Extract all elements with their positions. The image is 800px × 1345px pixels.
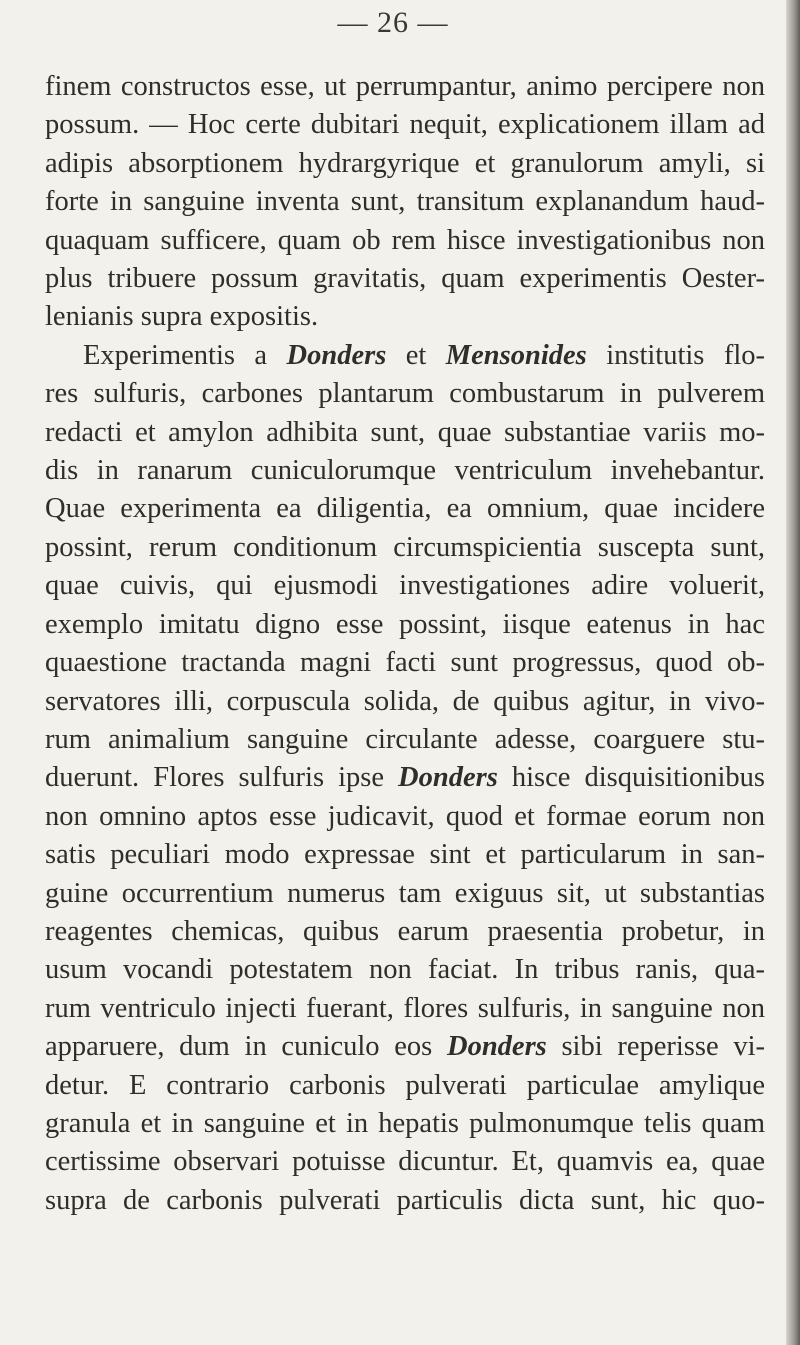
body-text (45, 68, 765, 1220)
text-line: forte in sanguine inventa sunt, transitum explanandum haud- (45, 186, 765, 218)
text-line: granula et in sanguine et in hepatis pulmonumque telis quam (45, 1107, 765, 1139)
text-line: apparuere, dum in cuniculo eos Donders sibi reperisse vi- (45, 1031, 765, 1063)
text-line: usum vocandi potestatem non faciat. In tribus ranis, qua- (45, 954, 765, 986)
text-line: guine occurrentium numerus tam exiguus sit, ut substantias (45, 877, 765, 909)
text-line: exemplo imitatu digno esse possint, iisque eatenus in hac (45, 608, 765, 640)
text-line: redacti et amylon adhibita sunt, quae substantiae variis mo- (45, 416, 765, 448)
text-line: non omnino aptos esse judicavit, quod et formae eorum non (45, 800, 765, 832)
text-line: Quae experimenta ea diligentia, ea omnium, quae incidere (45, 493, 765, 525)
page-edge-shadow (786, 0, 800, 1345)
text-line: rum animalium sanguine circulante adesse, coarguere stu- (45, 723, 765, 755)
text-line: satis peculiari modo expressae sint et particularum in san- (45, 839, 765, 871)
text-line: adipis absorptionem hydrargyrique et granulorum amyli, si (45, 147, 765, 179)
text-line: duerunt. Flores sulfuris ipse Donders hisce disquisitionibus (45, 762, 766, 794)
text-line: quae cuivis, qui ejusmodi investigationes adire voluerit, (45, 570, 765, 602)
text-line: rum ventriculo injecti fuerant, flores sulfuris, in sanguine non (45, 992, 765, 1024)
text-line: dis in ranarum cuniculorumque ventriculum invehebantur. (45, 455, 765, 487)
text-line: finem constructos esse, ut perrumpantur, animo percipere non (45, 71, 765, 102)
text-line: possint, rerum conditionum circumspicientia suscepta sunt, (45, 531, 765, 563)
text-line: quaestione tractanda magni facti sunt progressus, quod ob- (45, 647, 765, 679)
text-line: certissime observari potuisse dicuntur. Et, quamvis ea, quae (45, 1146, 765, 1178)
text-line: plus tribuere possum gravitatis, quam experimentis Oester- (45, 263, 765, 295)
text-line: Experimentis a Donders et Mensonides institutis flo- (83, 339, 765, 371)
text-line: res sulfuris, carbones plantarum combustarum in pulverem (45, 378, 765, 410)
text-line: lenianis supra expositis. (45, 301, 319, 333)
author-name: Donders (446, 1031, 547, 1063)
page-number: — 26 — (337, 6, 449, 39)
text-line: quaquam sufficere, quam ob rem hisce investigationibus non (45, 224, 765, 256)
text-line: supra de carbonis pulverati particulis dicta sunt, hic quo- (45, 1184, 765, 1216)
text-line: servatores illi, corpuscula solida, de quibus agitur, in vivo- (45, 685, 765, 717)
author-name: Donders (286, 339, 387, 371)
author-name: Donders (398, 762, 498, 794)
text-line: reagentes chemicas, quibus earum praesentia probetur, in (45, 915, 765, 947)
text-line: detur. E contrario carbonis pulverati particulae amylique (45, 1069, 765, 1101)
author-name: Mensonides (445, 339, 587, 371)
text-line: possum. — Hoc certe dubitari nequit, explicationem illam ad (45, 109, 765, 141)
